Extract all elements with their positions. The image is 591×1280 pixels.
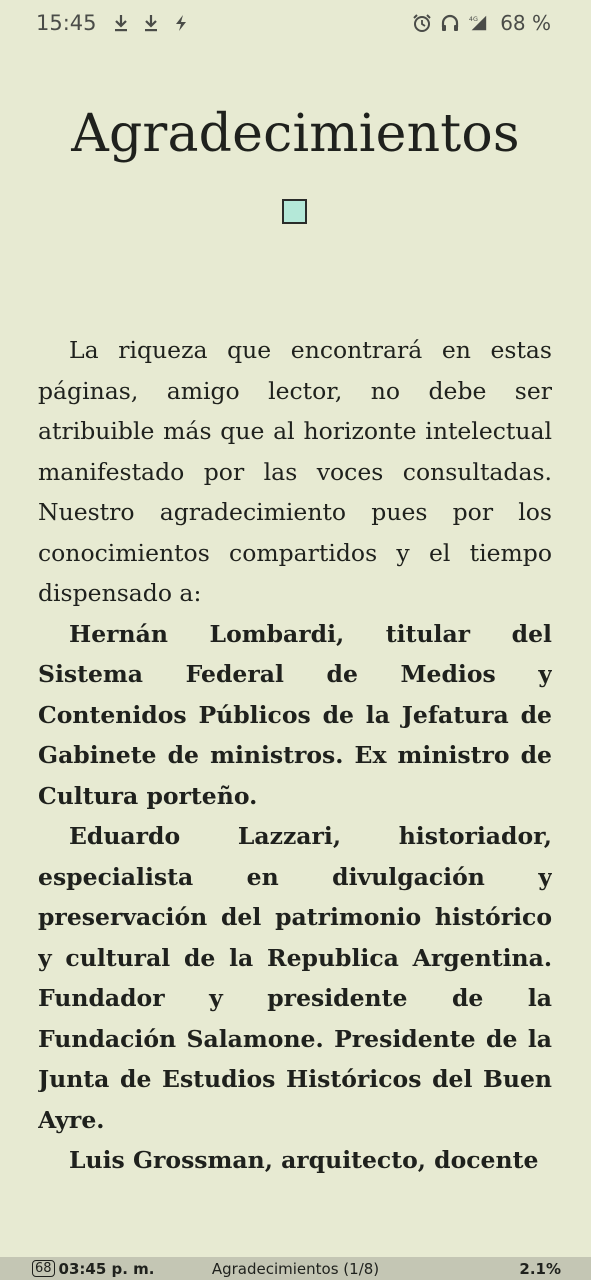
reader-footer [0, 1257, 591, 1280]
flash-icon [171, 13, 191, 33]
book-percent: 2.1% [519, 1259, 561, 1278]
chapter-ornament [282, 199, 307, 224]
chapter-title: Agradecimientos [71, 104, 520, 164]
alarm-icon [412, 13, 432, 33]
svg-text:4G: 4G [469, 16, 479, 24]
paragraph: Eduardo Lazzari, historiador, especialista en divulgación y preservación del patrimonio histórico y cultural de la Republica Argentina. Fundador y presidente de la Fundación Salamone. Presidente de la Junta de Estudios Históricos del Buen Ayre. [38, 822, 552, 1134]
status-bar-left [36, 11, 201, 35]
download-icon [141, 13, 161, 33]
download-icon [111, 13, 131, 33]
paragraph: Luis Grossman, arquitecto, docente [69, 1146, 539, 1174]
headphones-icon [440, 13, 460, 33]
status-bar-right [412, 11, 551, 35]
paragraph: Hernán Lombardi, titular del Sistema Federal de Medios y Contenidos Públicos de la Jefatura de Gabinete de ministros. Ex ministro de Cultura porteño. [38, 619, 552, 810]
status-time: 15:45 [36, 11, 97, 35]
footer-clock: 03:45 p. m. [58, 1259, 155, 1278]
chapter-progress: Agradecimientos (1/8) [211, 1259, 380, 1278]
battery-badge: 68 [32, 1260, 55, 1277]
status-bar [0, 0, 591, 46]
paragraph: La riqueza que encontrará en estas páginas, amigo lector, no debe ser atribuible más que al horizonte intelectual manifestado por las voces consultadas. Nuestro agradecimiento pues por los conocimientos compartidos y el tiempo dispensado a: [38, 336, 552, 607]
battery-percent: 68 % [500, 11, 551, 35]
reading-content[interactable] [38, 330, 552, 1180]
signal-4g-icon [468, 13, 488, 33]
